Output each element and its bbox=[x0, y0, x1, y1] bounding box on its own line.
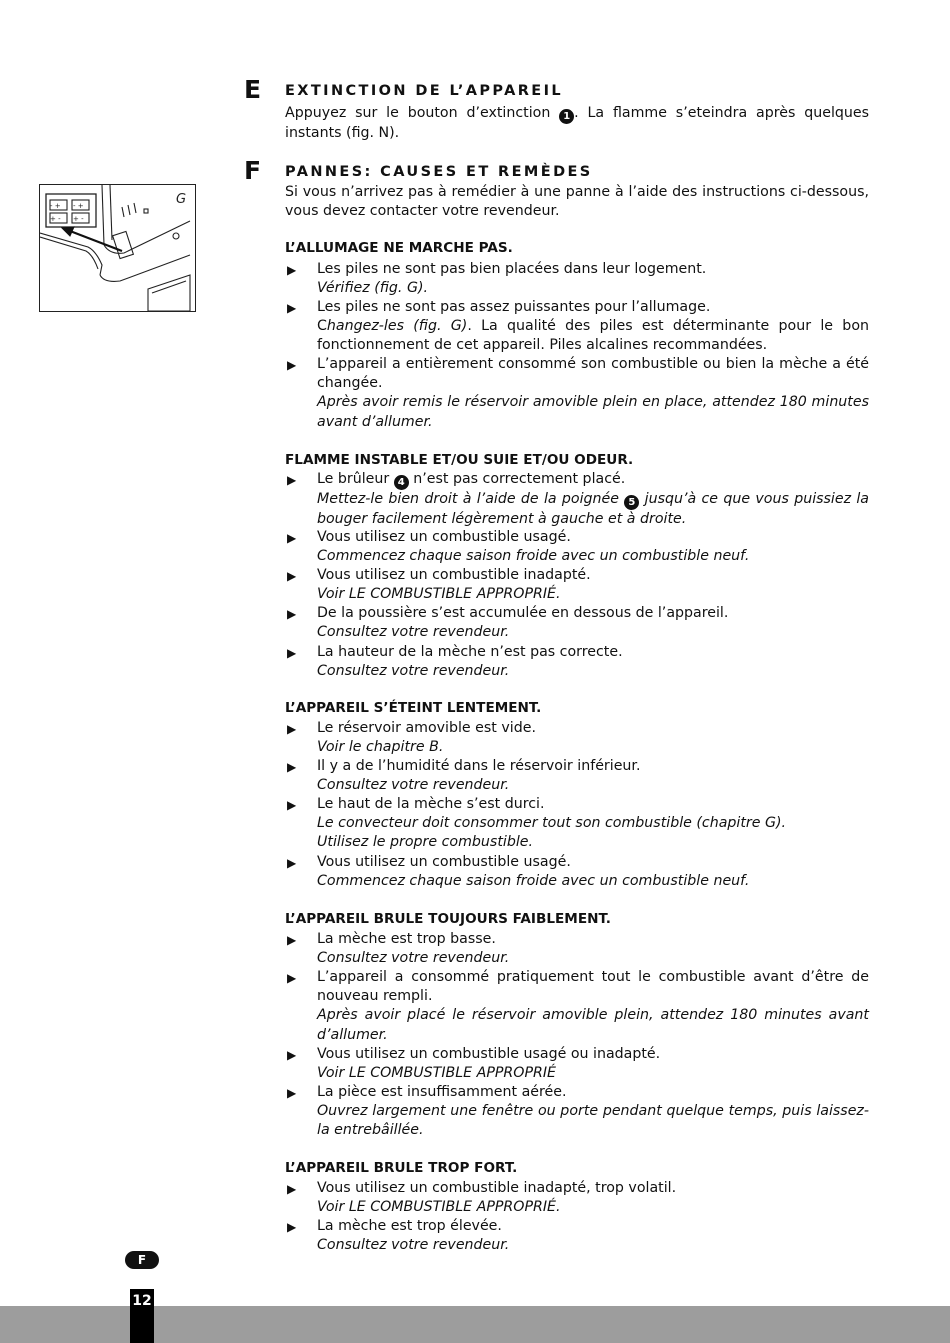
bullet-arrow-icon: ▶ bbox=[287, 569, 297, 583]
heater-illustration bbox=[40, 185, 195, 311]
list-item: ▶ Vous utilisez un combustible usagé. Commencez chaque saison froide avec un combustible neuf. bbox=[287, 529, 750, 565]
list-item: ▶ Les piles ne sont pas bien placées dans leur logement. Vérifiez (fig. G). bbox=[287, 261, 707, 297]
section-title-extinction: EXTINCTION DE L’APPAREIL bbox=[285, 83, 564, 99]
group-heading-eteint: L’APPAREIL S’ÉTEINT LENTEMENT. bbox=[285, 700, 542, 716]
list-item: ▶ Vous utilisez un combustible inadapté, trop volatil. Voir LE COMBUSTIBLE APPROPRIÉ. bbox=[287, 1180, 677, 1216]
list-item: ▶ Vous utilisez un combustible inadapté. Voir LE COMBUSTIBLE APPROPRIÉ. bbox=[287, 567, 591, 603]
bullet-arrow-icon: ▶ bbox=[287, 933, 297, 947]
pannes-intro: Si vous n’arrivez pas à remédier à une panne à l’aide des instructions ci-dessous, vous devez contacter votre revendeur. bbox=[285, 184, 869, 220]
list-item: ▶ Il y a de l’humidité dans le réservoir inférieur. Consultez votre revendeur. bbox=[287, 758, 641, 794]
list-item: ▶ Le haut de la mèche s’est durci. Le convecteur doit consommer tout son combustible (chapitre G). Utilisez le propre combustible. bbox=[287, 796, 787, 851]
bullet-arrow-icon: ▶ bbox=[287, 760, 297, 774]
group-heading-faiblement: L’APPAREIL BRULE TOUJOURS FAIBLEMENT. bbox=[285, 911, 611, 927]
bullet-arrow-icon: ▶ bbox=[287, 1048, 297, 1062]
list-item: ▶ Vous utilisez un combustible usagé. Commencez chaque saison froide avec un combustible neuf. bbox=[287, 854, 750, 890]
battery-compartment-figure bbox=[39, 184, 196, 312]
number-1-icon: 1 bbox=[559, 109, 574, 124]
bullet-arrow-icon: ▶ bbox=[287, 1086, 297, 1100]
section-title-pannes: PANNES: CAUSES ET REMÈDES bbox=[285, 164, 593, 180]
bullet-arrow-icon: ▶ bbox=[287, 531, 297, 545]
list-item: ▶ De la poussière s’est accumulée en dessous de l’appareil. Consultez votre revendeur. bbox=[287, 605, 729, 641]
figure-label: G bbox=[176, 192, 187, 207]
bullet-arrow-icon: ▶ bbox=[287, 1220, 297, 1234]
number-4-icon: 4 bbox=[394, 475, 409, 490]
list-item: ▶ Les piles ne sont pas assez puissantes pour l’allumage. Changez-les (fig. G). La qualité des piles est déterminante pour le bon fonctionnement de cet appareil. Piles alcalines recommandées. bbox=[287, 299, 869, 354]
list-item: ▶ Le réservoir amovible est vide. Voir le chapitre B. bbox=[287, 720, 536, 756]
list-item: ▶ L’appareil a entièrement consommé son combustible ou bien la mèche a été changée. Après avoir remis le réservoir amovible plein en place, attendez 180 minutes avant d’allumer. bbox=[287, 356, 869, 430]
group-heading-allumage: L’ALLUMAGE NE MARCHE PAS. bbox=[285, 240, 513, 256]
list-item: ▶ La mèche est trop élevée. Consultez votre revendeur. bbox=[287, 1218, 510, 1254]
bullet-arrow-icon: ▶ bbox=[287, 358, 297, 372]
bullet-arrow-icon: ▶ bbox=[287, 607, 297, 621]
list-item: ▶ La hauteur de la mèche n’est pas correcte. Consultez votre revendeur. bbox=[287, 644, 623, 680]
group-heading-trop-fort: L’APPAREIL BRULE TROP FORT. bbox=[285, 1160, 518, 1176]
section-letter-f: F bbox=[244, 156, 262, 185]
list-item: ▶ Vous utilisez un combustible usagé ou inadapté. Voir LE COMBUSTIBLE APPROPRIÉ bbox=[287, 1046, 661, 1082]
bullet-arrow-icon: ▶ bbox=[287, 1182, 297, 1196]
bullet-arrow-icon: ▶ bbox=[287, 646, 297, 660]
group-heading-flamme: FLAMME INSTABLE ET/OU SUIE ET/OU ODEUR. bbox=[285, 452, 634, 468]
bullet-arrow-icon: ▶ bbox=[287, 856, 297, 870]
page-number: 12 bbox=[130, 1289, 154, 1343]
svg-text:- +: - + bbox=[73, 202, 84, 210]
bullet-arrow-icon: ▶ bbox=[287, 473, 297, 487]
bullet-arrow-icon: ▶ bbox=[287, 301, 297, 315]
bullet-arrow-icon: ▶ bbox=[287, 971, 297, 985]
extinction-paragraph: Appuyez sur le bouton d’extinction 1 . La flamme s’eteindra après quelques instants (fig. N). bbox=[285, 105, 870, 141]
list-item: ▶ L’appareil a consommé pratiquement tout le combustible avant d’être de nouveau rempli. Après avoir placé le réservoir amovible plein, attendez 180 minutes avant d’allumer. bbox=[287, 969, 869, 1043]
number-5-icon: 5 bbox=[624, 495, 639, 510]
svg-text:+ -: + - bbox=[50, 215, 61, 223]
svg-text:- +: - + bbox=[50, 202, 61, 210]
list-item: ▶ La pièce est insuffisamment aérée. Ouvrez largement une fenêtre ou porte pendant quelque temps, puis laissez-la entrebâillée. bbox=[287, 1084, 869, 1139]
svg-text:+ -: + - bbox=[73, 215, 84, 223]
list-item: ▶ La mèche est trop basse. Consultez votre revendeur. bbox=[287, 931, 510, 967]
bullet-arrow-icon: ▶ bbox=[287, 263, 297, 277]
language-badge: F bbox=[125, 1251, 159, 1269]
bullet-arrow-icon: ▶ bbox=[287, 798, 297, 812]
list-item: ▶ Le brûleur 4 n’est pas correctement placé. Mettez-le bien droit à l’aide de la poignée 5 jusqu’à ce que vous puissiez la bouger facilement légèrement à gauche et à droite. bbox=[287, 471, 869, 527]
section-letter-e: E bbox=[244, 75, 262, 104]
bullet-arrow-icon: ▶ bbox=[287, 722, 297, 736]
